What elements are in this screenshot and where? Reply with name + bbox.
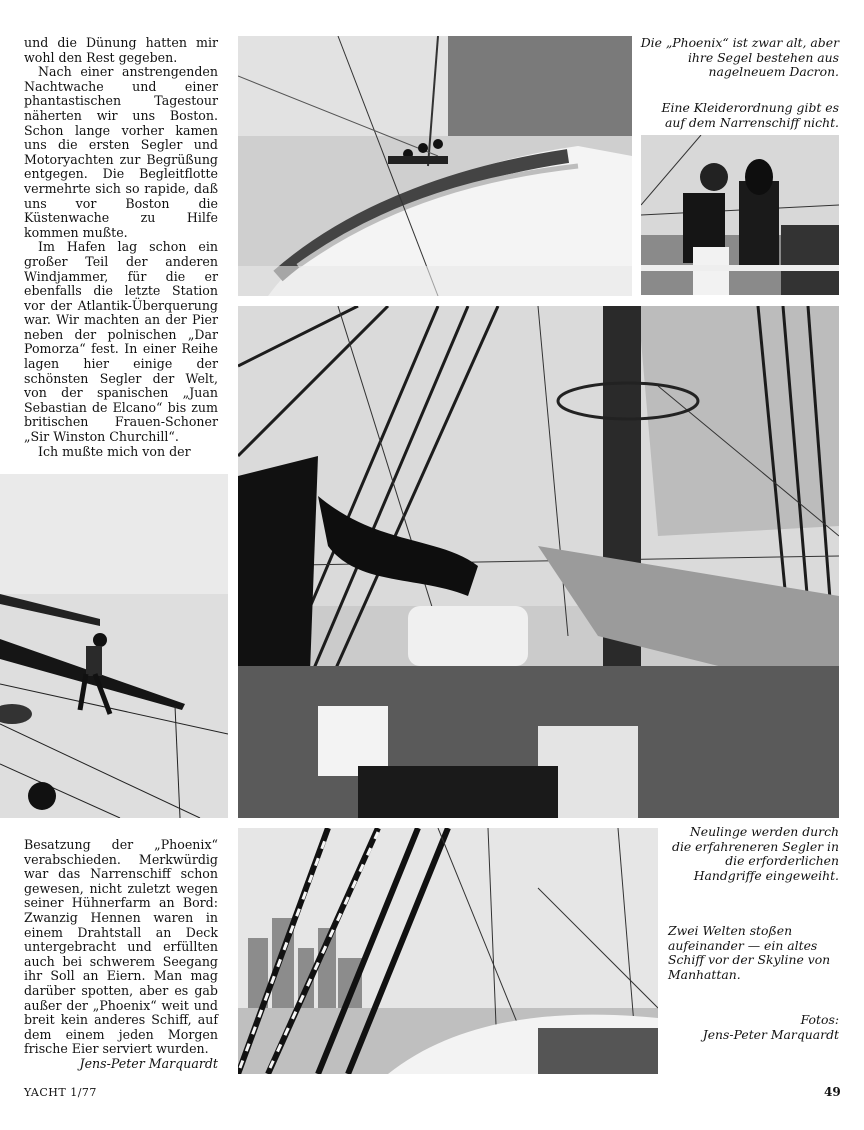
- photo-credit-name: Jens-Peter Marquardt: [702, 1027, 839, 1042]
- article-column-top: [24, 36, 218, 459]
- paragraph: Ich mußte mich von der: [38, 443, 191, 459]
- caption-dress-code: Eine Kleiderordnung gibt es auf dem Narrenschiff nicht.: [661, 100, 839, 130]
- paragraph: und die Dünung hatten mir wohl den Rest gegeben.: [24, 35, 218, 65]
- photo-manhattan-skyline: [238, 828, 658, 1074]
- author-byline: Jens-Peter Marquardt: [79, 1055, 218, 1071]
- paragraph: Besatzung der „Phoenix“ verabschieden. Merkwürdig war das Narrenschiff schon gewesen, nicht zuletzt wegen seiner Hühnerfarm an Bord: Zwanzig Hennen waren in einem Drahtstall an Deck untergebracht und erfüllten auch bei schwerem Seegang ihr Soll an Eiern. Man mag darüber spotten, aber es gab außer der „Phoenix“ weit und breit kein anderes Schiff, auf dem einem jeden Morgen frische Eier serviert wurden.: [24, 837, 218, 1057]
- caption-newcomers: Neulinge werden durch die erfahreneren Segler in die erforderlichen Handgriffe eingeweiht.: [672, 824, 839, 883]
- photo-crew-deck: [641, 135, 839, 295]
- article-column-bottom: [24, 838, 218, 1072]
- caption-two-worlds: Zwei Welten stoßen aufeinander — ein altes Schiff vor der Skyline von Manhattan.: [668, 923, 831, 982]
- paragraph: Nach einer anstrengenden Nachtwache und einer phantastischen Tagestour näherten wir uns Boston. Schon lange vorher kamen uns die ersten Segler und Motoryachten zur Begrüßung entgegen. Die Begleitflotte vermehrte sich so rapide, daß uns vor Boston die Küstenwache zu Hilfe kommen mußte.: [24, 64, 218, 240]
- caption-sail: Die „Phoenix“ ist zwar alt, aber ihre Segel bestehen aus nagelneuem Dacron.: [640, 35, 839, 80]
- photo-rigging-main: [238, 306, 839, 818]
- photo-credit-label: Fotos:: [800, 1012, 839, 1027]
- paragraph: Im Hafen lag schon ein großer Teil der anderen Windjammer, für die er ebenfalls die letzte Station vor der Atlantik-Überquerung war. Wir machten an der Pier neben der polnischen „Dar Pomorza“ fest. In einer Reihe lagen hier einige der schönsten Segler der Welt, von der spanischen „Juan Sebastian de Elcano“ bis zum britischen Frauen-Schoner „Sir Winston Churchill“.: [24, 239, 218, 445]
- magazine-footer: YACHT 1/77: [24, 1086, 97, 1099]
- page-number: 49: [824, 1085, 841, 1099]
- photo-yard-climber: [0, 474, 228, 818]
- photo-sail-crew: [238, 36, 632, 296]
